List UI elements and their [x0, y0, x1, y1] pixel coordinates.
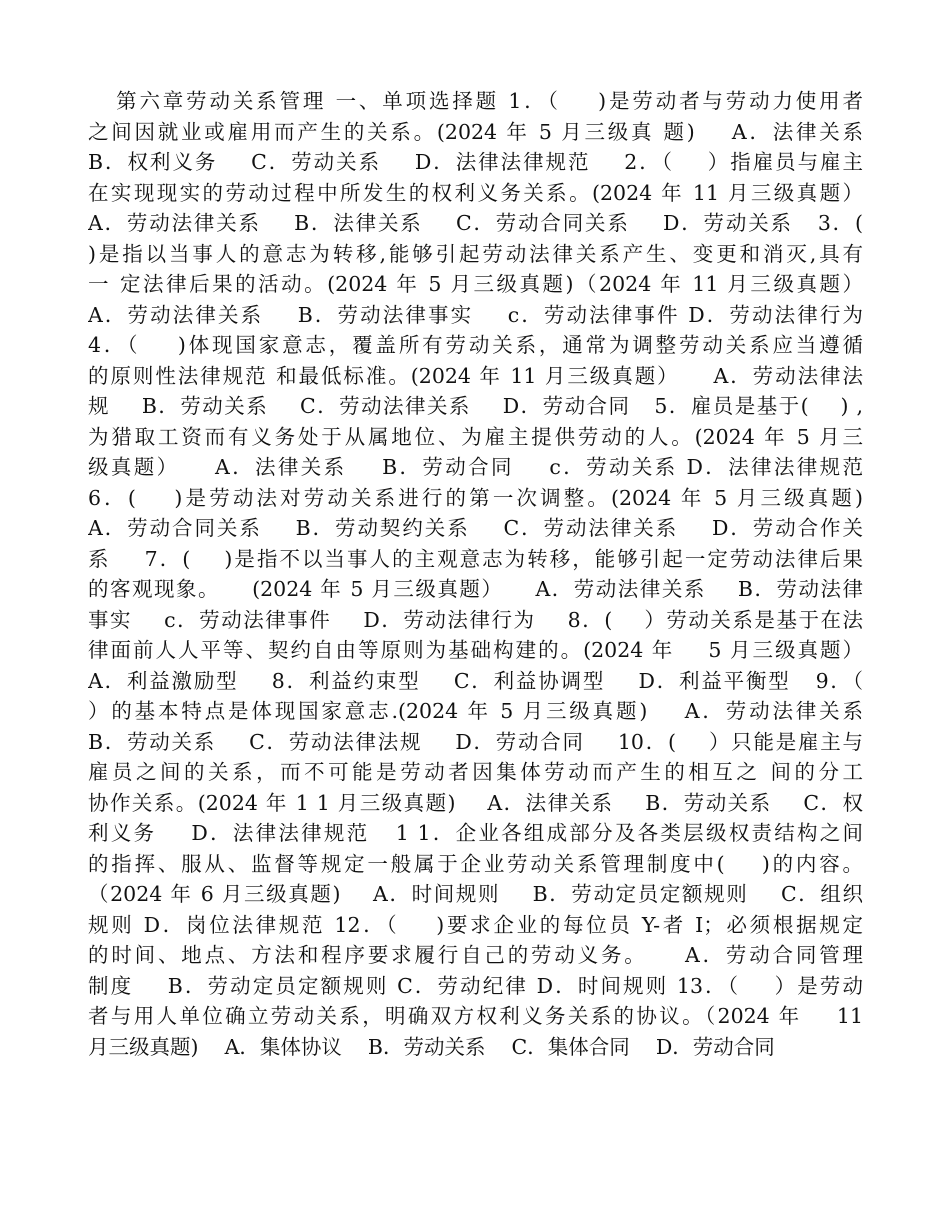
text-line: A．利益激励型 8．利益约束型 C．利益协调型 D．利益平衡型 9．（ [88, 668, 863, 693]
text-line: 为猎取工资而有义务处于从属地位、为雇主提供劳动的人。(2024 年 5 月三 [88, 424, 863, 449]
text-line: 事实 c．劳动法律事件 D．劳动法律行为 8．( ）劳动关系是基于在法 [88, 607, 863, 632]
text-line: A．劳动合同关系 B．劳动契约关系 C．劳动法律关系 D．劳动合作关 [88, 516, 863, 540]
text-line: 者与用人单位确立劳动关系，明确双方权利义务关系的协议。（2024 年 11 [88, 1004, 863, 1028]
body-text [88, 86, 863, 1062]
text-line: A．劳动法律关系 B．法律关系 C．劳动合同关系 D．劳动关系 3．( [88, 211, 863, 235]
text-line: 系 7．( )是指不以当事人的主观意志为转移，能够引起一定劳动法律后果 [88, 546, 863, 571]
text-line: 之间因就业或雇用而产生的关系。(2024 年 5 月三级真 题) A．法律关系 [88, 119, 863, 144]
text-line: 规 B．劳动关系 C．劳动法律关系 D．劳动合同 5．雇员是基于( ) , [88, 394, 863, 418]
text-line: B．权利义务 C．劳动关系 D．法律法律规范 2．（ ）指雇员与雇主 [88, 150, 863, 174]
text-line: 利义务 D．法律法律规范 1 1．企业各组成部分及各类层级权责结构之间 [88, 821, 863, 845]
text-line: 6．( )是劳动法对劳动关系进行的第一次调整。(2024 年 5 月三级真题) [88, 485, 863, 510]
text-line: 在实现现实的劳动过程中所发生的权利义务关系。(2024 年 11 月三级真题） [88, 180, 863, 205]
text-line: 一 定法律后果的活动。(2024 年 5 月三级真题)（2024 年 11 月三级真题） [88, 272, 863, 296]
text-line: 的指挥、服从、监督等规定一般属于企业劳动关系管理制度中( )的内容。 [88, 851, 863, 876]
text-line: （2024 年 6 月三级真题) A．时间规则 B．劳动定员定额规则 C．组织 [88, 882, 863, 906]
text-line: 的原则性法律规范 和最低标准。(2024 年 11 月三级真题） A．劳动法律法 [88, 363, 863, 388]
text-line: 级真题） A．法律关系 B．劳动合同 c．劳动关系 D．法律法律规范 [88, 455, 863, 479]
text-line: A．劳动法律关系 B．劳动法律事实 c．劳动法律事件 D．劳动法律行为 [88, 302, 863, 327]
text-line: 月三级真题) A．集体协议 B．劳动关系 C．集体合同 D．劳动合同 [88, 1034, 775, 1059]
text-line: B．劳动关系 C．劳动法律法规 D．劳动合同 10．( ）只能是雇主与 [88, 729, 863, 754]
text-line: 第六章劳动关系管理 一、单项选择题 1．（ )是劳动者与劳动力使用者 [88, 89, 863, 113]
text-line: 协作关系。(2024 年 1 1 月三级真题) A．法律关系 B．劳动关系 C．权 [88, 790, 863, 815]
text-line: 的客观现象。 (2024 年 5 月三级真题） A．劳动法律关系 B．劳动法律 [88, 577, 863, 601]
text-line: ）的基本特点是体现国家意志.(2024 年 5 月三级真题) A．劳动法律关系 [88, 699, 863, 723]
text-line: 的时间、地点、方法和程序要求履行自己的劳动义务。 A．劳动合同管理 [88, 943, 863, 967]
text-line: 雇员之间的关系，而不可能是劳动者因集体劳动而产生的相互之 间的分工 [88, 760, 863, 784]
text-line: 律面前人人平等、契约自由等原则为基础构建的。(2024 年 5 月三级真题） [88, 638, 863, 662]
text-line: 4．（ )体现国家意志，覆盖所有劳动关系，通常为调整劳动关系应当遵循 [88, 333, 863, 357]
text-line: 规则 D．岗位法律规范 12．（ )要求企业的每位员 Y-者 I；必须根据规定 [88, 912, 863, 937]
text-line: )是指以当事人的意志为转移,能够引起劳动法律关系产生、变更和消灭,具有 [88, 241, 863, 266]
text-line: 制度 B．劳动定员定额规则 C．劳动纪律 D．时间规则 13．（ ）是劳动 [88, 973, 863, 998]
